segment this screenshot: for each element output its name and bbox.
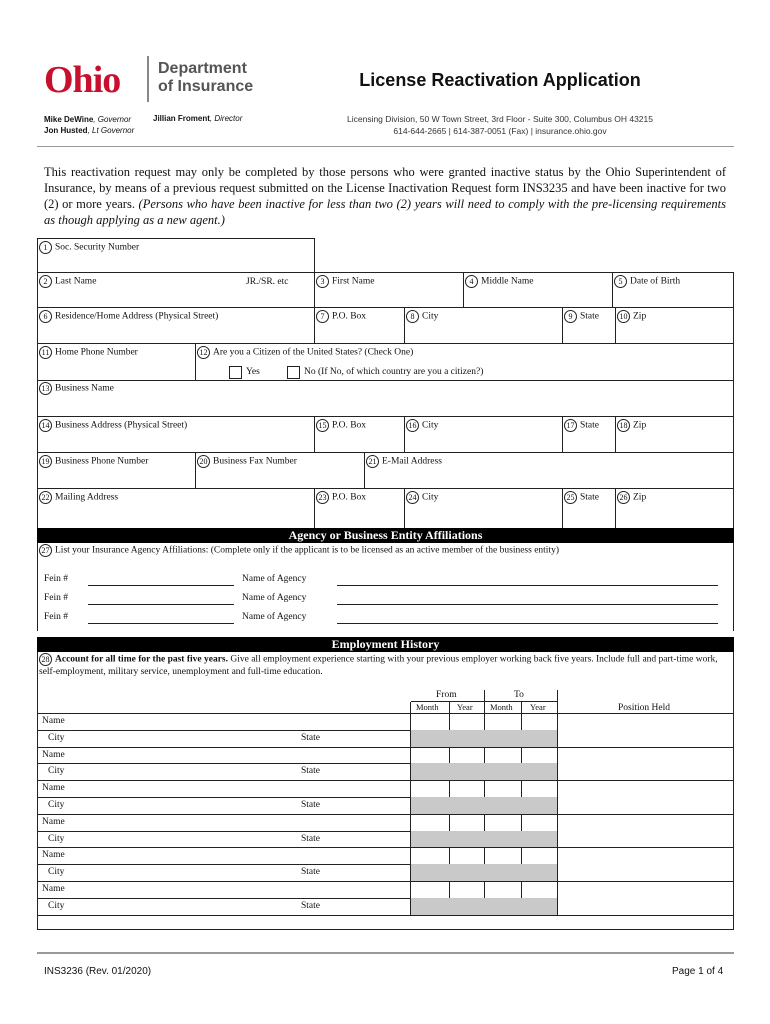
employment-date-shade <box>411 730 557 747</box>
governor-name: Mike DeWine <box>44 115 94 124</box>
position-held-cell[interactable] <box>557 713 558 747</box>
from-year-cell[interactable] <box>449 780 450 797</box>
director-block <box>153 114 242 123</box>
employer-state-label: State <box>301 732 320 743</box>
position-held-cell[interactable] <box>557 780 558 814</box>
field-email[interactable]: 21 E-Mail Address <box>366 455 442 468</box>
to-year-cell[interactable] <box>521 847 522 864</box>
from-header: From <box>436 690 457 700</box>
field-mailing-po-box[interactable]: 23 P.O. Box <box>316 491 366 504</box>
from-year-cell[interactable] <box>449 814 450 831</box>
from-month-cell[interactable] <box>410 713 411 747</box>
field-middle-name[interactable]: 4 Middle Name <box>465 275 534 288</box>
employer-name-label: Name <box>42 749 65 760</box>
to-year-header: Year <box>530 702 546 712</box>
citizen-yes-label: Yes <box>246 367 260 377</box>
employment-date-shade <box>411 898 557 915</box>
to-year-cell[interactable] <box>521 780 522 797</box>
field-zip[interactable]: 10 Zip <box>617 310 646 323</box>
fein-label-2: Fein # <box>44 593 69 603</box>
field-mailing-zip[interactable]: 26 Zip <box>617 491 646 504</box>
from-year-cell[interactable] <box>449 713 450 730</box>
lt-governor-name: Jon Husted <box>44 126 88 135</box>
agency-instruction: 27 List your Insurance Agency Affiliations: (Complete only if the applicant is to be licensed as an active member of the business entity) <box>39 544 559 557</box>
intro-italic-note: (Persons who have been inactive for less than two (2) years will need to comply with the pre-licensing requirements as though applying as a new agent.) <box>44 197 726 227</box>
position-held-cell[interactable] <box>557 847 558 881</box>
governor-title: , Governor <box>93 115 132 124</box>
page-number: Page 1 of 4 <box>672 966 724 977</box>
to-month-cell[interactable] <box>484 814 485 831</box>
field-business-address[interactable]: 14 Business Address (Physical Street) <box>39 419 187 432</box>
director-name: Jillian Froment <box>153 114 210 123</box>
dept-line-1: Department <box>158 60 247 77</box>
position-held-cell[interactable] <box>557 747 558 781</box>
employment-date-shade <box>411 864 557 881</box>
employment-section-header: Employment History <box>37 637 734 652</box>
employer-state-label: State <box>301 833 320 844</box>
field-business-phone[interactable]: 19 Business Phone Number <box>39 455 148 468</box>
agency-name-input-2[interactable] <box>337 604 718 605</box>
agency-name-label-1: Name of Agency <box>242 574 307 584</box>
field-mailing-state[interactable]: 25 State <box>564 491 599 504</box>
fein-input-3[interactable] <box>88 623 234 624</box>
employer-city-label: City <box>48 867 65 878</box>
field-residence-address[interactable]: 6 Residence/Home Address (Physical Street) <box>39 310 218 323</box>
from-month-cell[interactable] <box>410 881 411 915</box>
position-held-cell[interactable] <box>557 814 558 848</box>
from-month-cell[interactable] <box>410 814 411 848</box>
department-name <box>158 60 253 96</box>
form-number: INS3236 (Rev. 01/2020) <box>44 966 152 977</box>
to-month-header: Month <box>490 702 513 712</box>
employment-date-shade <box>411 831 557 848</box>
footer-rule <box>37 952 734 954</box>
employer-state-label: State <box>301 900 320 911</box>
field-ssn[interactable]: 1 Soc. Security Number <box>39 241 139 254</box>
field-first-name[interactable]: 3 First Name <box>316 275 374 288</box>
citizen-no-checkbox[interactable] <box>287 366 300 379</box>
to-month-cell[interactable] <box>484 780 485 797</box>
employer-state-label: State <box>301 766 320 777</box>
agency-name-label-3: Name of Agency <box>242 612 307 622</box>
to-year-cell[interactable] <box>521 881 522 898</box>
field-last-name[interactable]: 2 Last Name <box>39 275 96 288</box>
field-home-phone[interactable]: 11 Home Phone Number <box>39 346 138 359</box>
to-year-cell[interactable] <box>521 814 522 831</box>
field-city[interactable]: 8 City <box>406 310 438 323</box>
position-held-header: Position Held <box>618 703 670 713</box>
to-year-cell[interactable] <box>521 713 522 730</box>
citizen-yes-checkbox[interactable] <box>229 366 242 379</box>
from-month-cell[interactable] <box>410 847 411 881</box>
agency-name-label-2: Name of Agency <box>242 593 307 603</box>
employer-name-label: Name <box>42 884 65 894</box>
employer-name-label: Name <box>42 783 65 794</box>
field-business-po-box[interactable]: 15 P.O. Box <box>316 419 366 432</box>
employer-name-label: Name <box>42 816 65 827</box>
field-suffix-label: JR./SR. etc <box>246 277 289 287</box>
field-mailing-city[interactable]: 24 City <box>406 491 438 504</box>
division-address <box>320 113 680 137</box>
field-business-city[interactable]: 16 City <box>406 419 438 432</box>
ohio-logo: Ohio <box>44 59 121 101</box>
director-title: , Director <box>209 114 243 123</box>
intro-paragraph <box>44 164 726 228</box>
agency-name-input-1[interactable] <box>337 585 718 586</box>
field-business-zip[interactable]: 18 Zip <box>617 419 646 432</box>
citizen-no-label: No (If No, of which country are you a citizen?) <box>304 367 484 377</box>
from-year-cell[interactable] <box>449 881 450 898</box>
from-year-cell[interactable] <box>449 747 450 764</box>
employment-date-shade <box>411 763 557 780</box>
to-month-cell[interactable] <box>484 713 485 730</box>
employer-name-label: Name <box>42 716 65 726</box>
header-rule <box>37 146 734 147</box>
field-business-fax[interactable]: 20 Business Fax Number <box>197 455 297 468</box>
address-line-1: Licensing Division, 50 W Town Street, 3rd Floor - Suite 300, Columbus OH 43215 <box>347 114 653 124</box>
employer-city-label: City <box>48 800 65 810</box>
dept-line-2: of Insurance <box>158 78 254 95</box>
employer-state-label: State <box>301 800 320 810</box>
field-state[interactable]: 9 State <box>564 310 599 323</box>
logo-divider <box>147 56 149 102</box>
to-header: To <box>514 690 524 700</box>
field-date-of-birth[interactable]: 5 Date of Birth <box>614 275 680 288</box>
lt-governor-title: , Lt Governor <box>87 126 135 135</box>
to-month-cell[interactable] <box>484 881 485 898</box>
field-business-state[interactable]: 17 State <box>564 419 599 432</box>
agency-section-header: Agency or Business Entity Affiliations <box>37 528 734 543</box>
governor-block <box>44 114 134 136</box>
from-month-cell[interactable] <box>410 747 411 781</box>
employer-city-label: City <box>48 833 65 844</box>
fein-label-3: Fein # <box>44 612 69 622</box>
field-mailing-address[interactable]: 22 Mailing Address <box>39 491 118 504</box>
field-citizenship-question: 12 Are you a Citizen of the United States? (Check One) <box>197 346 413 359</box>
from-year-header: Year <box>457 702 473 712</box>
form-title: License Reactivation Application <box>359 70 641 90</box>
employer-city-label: City <box>48 900 65 911</box>
fein-input-2[interactable] <box>88 604 234 605</box>
employer-name-label: Name <box>42 850 65 861</box>
employer-state-label: State <box>301 867 320 878</box>
from-year-cell[interactable] <box>449 847 450 864</box>
to-month-cell[interactable] <box>484 747 485 764</box>
employer-city-label: City <box>48 732 65 743</box>
address-line-2: 614-644-2665 | 614-387-0051 (Fax) | insurance.ohio.gov <box>393 126 607 136</box>
position-held-cell[interactable] <box>557 881 558 915</box>
agency-name-input-3[interactable] <box>337 623 718 624</box>
employer-city-label: City <box>48 766 65 777</box>
intro-text: This reactivation request may only be completed by those persons who were granted inactive status by the Ohio Superintendent of Insurance, by means of a previous request submitted on the License Inactivation Request form INS3235 and have been inactive for two (2) or more years. <box>44 165 726 211</box>
employment-date-shade <box>411 797 557 814</box>
fein-input-1[interactable] <box>88 585 234 586</box>
employment-instruction: 28 Account for all time for the past five years. Give all employment experience starting with your previous employer working back five years. Include full and part-time work, self-employment, military service, unemployment and full-time education. <box>39 654 718 677</box>
to-year-cell[interactable] <box>521 747 522 764</box>
fein-label-1: Fein # <box>44 574 69 584</box>
field-business-name[interactable]: 13 Business Name <box>39 382 114 395</box>
to-month-cell[interactable] <box>484 847 485 864</box>
from-month-header: Month <box>416 702 439 712</box>
field-po-box[interactable]: 7 P.O. Box <box>316 310 366 323</box>
from-month-cell[interactable] <box>410 780 411 814</box>
